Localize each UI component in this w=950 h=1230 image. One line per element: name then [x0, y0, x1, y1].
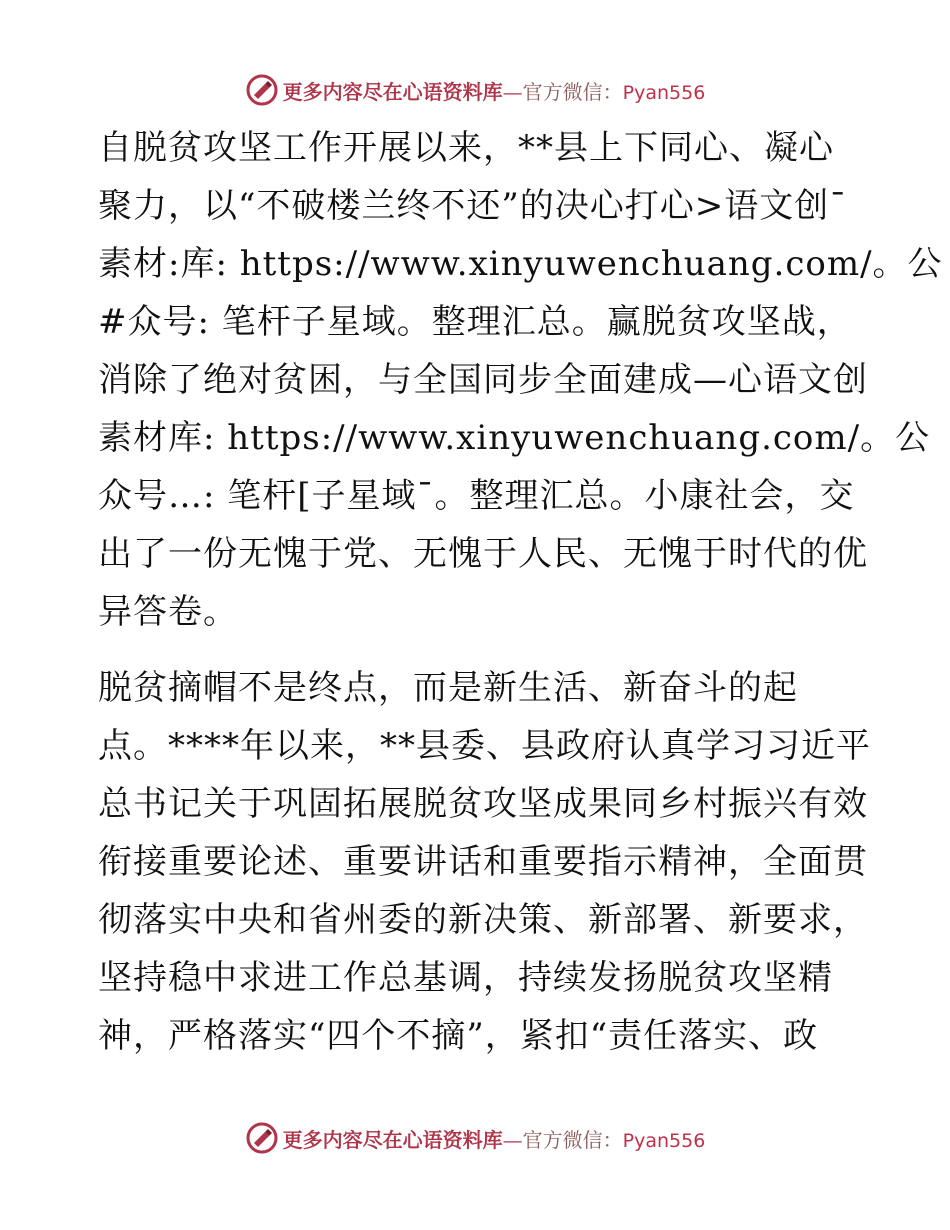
text-line: 异答卷。 — [98, 592, 238, 632]
text-line: 彻落实中央和省州委的新决策、新部署、新要求， — [98, 900, 868, 940]
text-line: 消除了绝对贫困，与全国同步全面建成—心语文创 — [98, 360, 868, 400]
banner-text — [283, 1124, 706, 1153]
banner-main-text: 更多内容尽在心语资料库 — [282, 79, 503, 104]
footer-banner — [0, 1118, 950, 1158]
banner-separator: — — [502, 1127, 523, 1152]
text-line: 神，严格落实“四个不摘”，紧扣“责任落实、政 — [98, 1016, 819, 1056]
text-line: 众号…: 笔杆[子星域¯。整理汇总。小康社会，交 — [98, 476, 855, 516]
banner-text — [283, 76, 706, 105]
text-line: 出了一份无愧于党、无愧于人民、无愧于时代的优 — [98, 534, 868, 574]
text-line: 点。****年以来，**县委、县政府认真学习习近平 — [98, 726, 871, 766]
text-line: 衔接重要论述、重要讲话和重要指示精神，全面贯 — [98, 842, 868, 882]
text-line: 坚持稳中求进工作总基调，持续发扬脱贫攻坚精 — [98, 958, 833, 998]
brand-logo-icon — [245, 73, 279, 107]
text-line: 总书记关于巩固拓展脱贫攻坚成果同乡村振兴有效 — [98, 784, 868, 824]
text-line: 脱贫摘帽不是终点，而是新生活、新奋斗的起 — [98, 668, 798, 708]
text-line: 素材库: https://www.xinyuwenchuang.com/。公 — [98, 418, 931, 458]
text-line: 自脱贫攻坚工作开展以来，**县上下同心、凝心 — [98, 128, 834, 168]
banner-official-label: 官方微信： — [522, 1127, 623, 1152]
banner-wechat-id: Pyan556 — [622, 81, 706, 104]
text-line: 聚力，以“不破楼兰终不还”的决心打心>语文创¯ — [98, 186, 848, 226]
banner-official-label: 官方微信： — [522, 79, 623, 104]
text-line: 素材:库: https://www.xinyuwenchuang.com/。公 — [98, 244, 943, 284]
brand-logo-icon — [245, 1121, 279, 1155]
banner-wechat-id: Pyan556 — [622, 1129, 706, 1152]
banner-separator: — — [502, 79, 523, 104]
header-banner — [0, 70, 950, 110]
text-line: #众号: 笔杆子星域。整理汇总。赢脱贫攻坚战， — [98, 302, 852, 342]
banner-main-text: 更多内容尽在心语资料库 — [282, 1127, 503, 1152]
